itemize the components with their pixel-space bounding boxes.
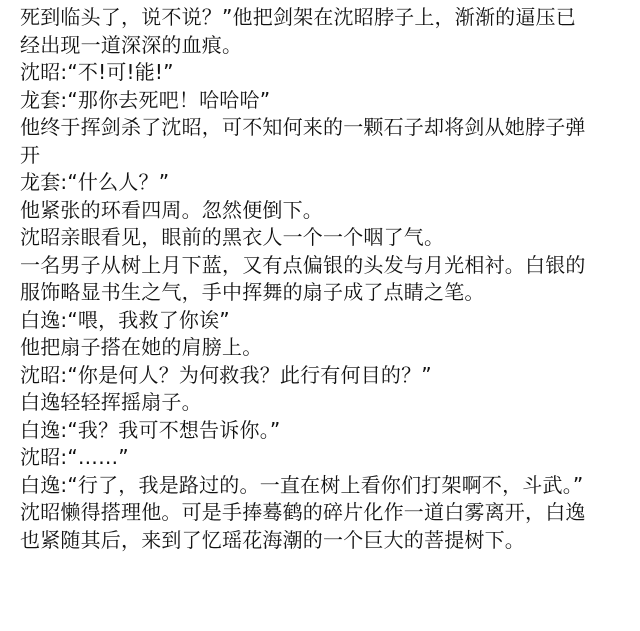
text-line: 沈昭懒得搭理他。可是手捧蓦鹤的碎片化作一道白雾离开，白逸 [20,500,586,524]
text-line: 龙套:“那你去死吧！哈哈哈” [20,87,271,112]
text-line: 死到临头了，说不说？”他把剑架在沈昭脖子上，渐渐的逼压已 [20,5,576,29]
text-line: 也紧随其后，来到了忆瑶花海潮的一个巨大的菩提树下。 [20,527,525,552]
text-line: 沈昭亲眼看见，眼前的黑衣人一个一个咽了气。 [20,225,445,249]
text-line: 白逸:“喂，我救了你诶” [20,307,230,332]
text-line: 他终于挥剑杀了沈昭，可不知何来的一颗石子却将剑从她脖子弹 [20,115,586,139]
text-line: 龙套:“什么人？” [20,170,170,194]
text-line: 白逸:“行了，我是路过的。一直在树上看你们打架啊不，斗武。” [20,472,584,497]
text-line: 沈昭:“……” [20,445,129,469]
story-text [20,4,632,554]
text-line: 服饰略显书生之气，手中挥舞的扇子成了点睛之笔。 [20,280,485,304]
text-line: 他紧张的环看四周。忽然便倒下。 [20,197,323,222]
text-line: 一名男子从树上月下蓝，又有点偏银的头发与月光相衬。白银的 [20,252,586,277]
text-line: 他把扇子搭在她的肩膀上。 [20,335,263,359]
text-line: 沈昭:“不!可!能!” [20,60,174,84]
text-line: 白逸轻轻挥摇扇子。 [20,390,202,414]
text-line: 白逸:“我？我可不想告诉你。” [20,417,281,442]
text-line: 经出现一道深深的血痕。 [20,32,243,57]
text-line: 沈昭:“你是何人？为何救我？此行有何目的？” [20,362,432,387]
text-line: 开 [20,142,41,167]
